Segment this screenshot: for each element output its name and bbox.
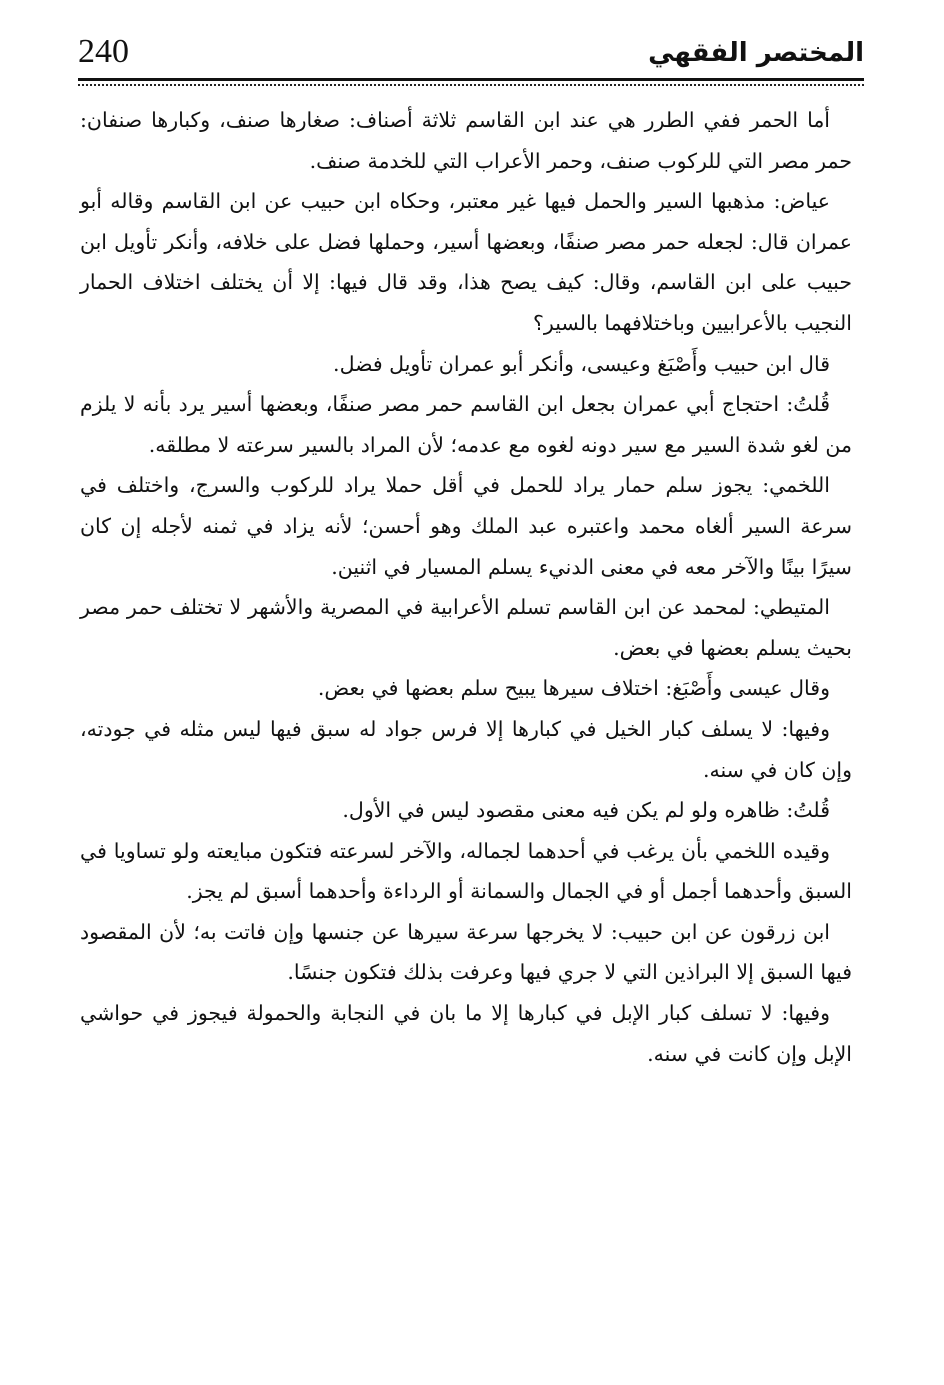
- paragraph: ابن زرقون عن ابن حبيب: لا يخرجها سرعة سيرها عن جنسها وإن فاتت به؛ لأن المقصود فيها السبق إلا البراذين التي لا جري فيها وعرفت بذلك فتكون جنسًا.: [80, 919, 852, 985]
- header-rule: [78, 78, 864, 81]
- header-dotted-rule: [78, 84, 864, 86]
- paragraph: وفيها: لا يسلف كبار الخيل في كبارها إلا فرس جواد له سبق فيها ليس مثله في جودته، وإن كان في سنه.: [80, 716, 852, 782]
- body-text: [80, 100, 852, 1074]
- paragraph: وقال عيسى وأَصْبَغ: اختلاف سيرها يبيح سلم بعضها في بعض.: [317, 676, 830, 701]
- paragraph: وقيده اللخمي بأن يرغب في أحدهما لجماله، والآخر لسرعته فتكون مبايعته ولو تساويا في السبق وأحدهما أجمل أو في الجمال والسمانة أو الرداءة وأحدهما أسبق لم يجز.: [80, 838, 852, 904]
- paragraph: المتيطي: لمحمد عن ابن القاسم تسلم الأعرابية في المصرية والأشهر لا تختلف حمر مصر بحيث يسلم بعضها في بعض.: [80, 595, 852, 660]
- paragraph: أما الحمر ففي الطرر هي عند ابن القاسم ثلاثة أصناف: صغارها صنف، وكبارها صنفان: حمر مصر التي للركوب صنف، وحمر الأعراب التي للخدمة صنف.: [80, 108, 852, 173]
- page-number: 240: [78, 33, 129, 70]
- paragraph: عياض: مذهبها السير والحمل فيها غير معتبر، وحكاه ابن حبيب عن ابن القاسم وقاله أبو عمران قال: لجعله حمر مصر صنفًا، وبعضها أسير، وحملها فضل على خلافه، وأنكر تأويل ابن حبيب على ابن القاسم، وقال: كيف يصح هذا، وقد قال فيها: إلا أن يختلف اختلاف الحمار النجيب بالأعرابيين وباختلافهما بالسير؟: [80, 189, 852, 335]
- paragraph: وفيها: لا تسلف كبار الإبل في كبارها إلا ما بان في النجابة والحمولة فيجوز في حواشي الإبل وإن كانت في سنه.: [80, 1001, 852, 1066]
- paragraph: قُلتُ: احتجاج أبي عمران بجعل ابن القاسم حمر مصر صنفًا، وبعضها أسير يرد بأنه لا يلزم من لغو شدة السير مع سير دونه لغوه مع عدمه؛ لأن المراد بالسير سرعته لا مطلقه.: [80, 392, 852, 457]
- paragraph: اللخمي: يجوز سلم حمار يراد للحمل في أقل حملا يراد للركوب والسرج، واختلف في سرعة السير ألغاه محمد واعتبره عبد الملك وهو أحسن؛ لأنه يزاد في ثمنه لأجله إن كان سيرًا بينًا والآخر معه في معنى الدنيء يسلم المسيار في اثنين.: [80, 473, 852, 579]
- page-header: [78, 28, 864, 86]
- paragraph: قال ابن حبيب وأَصْبَغ وعيسى، وأنكر أبو عمران تأويل فضل.: [333, 351, 830, 376]
- book-title: المختصر الفقهي: [648, 38, 864, 68]
- paragraph: قُلتُ: ظاهره ولو لم يكن فيه معنى مقصود ليس في الأول.: [342, 798, 830, 823]
